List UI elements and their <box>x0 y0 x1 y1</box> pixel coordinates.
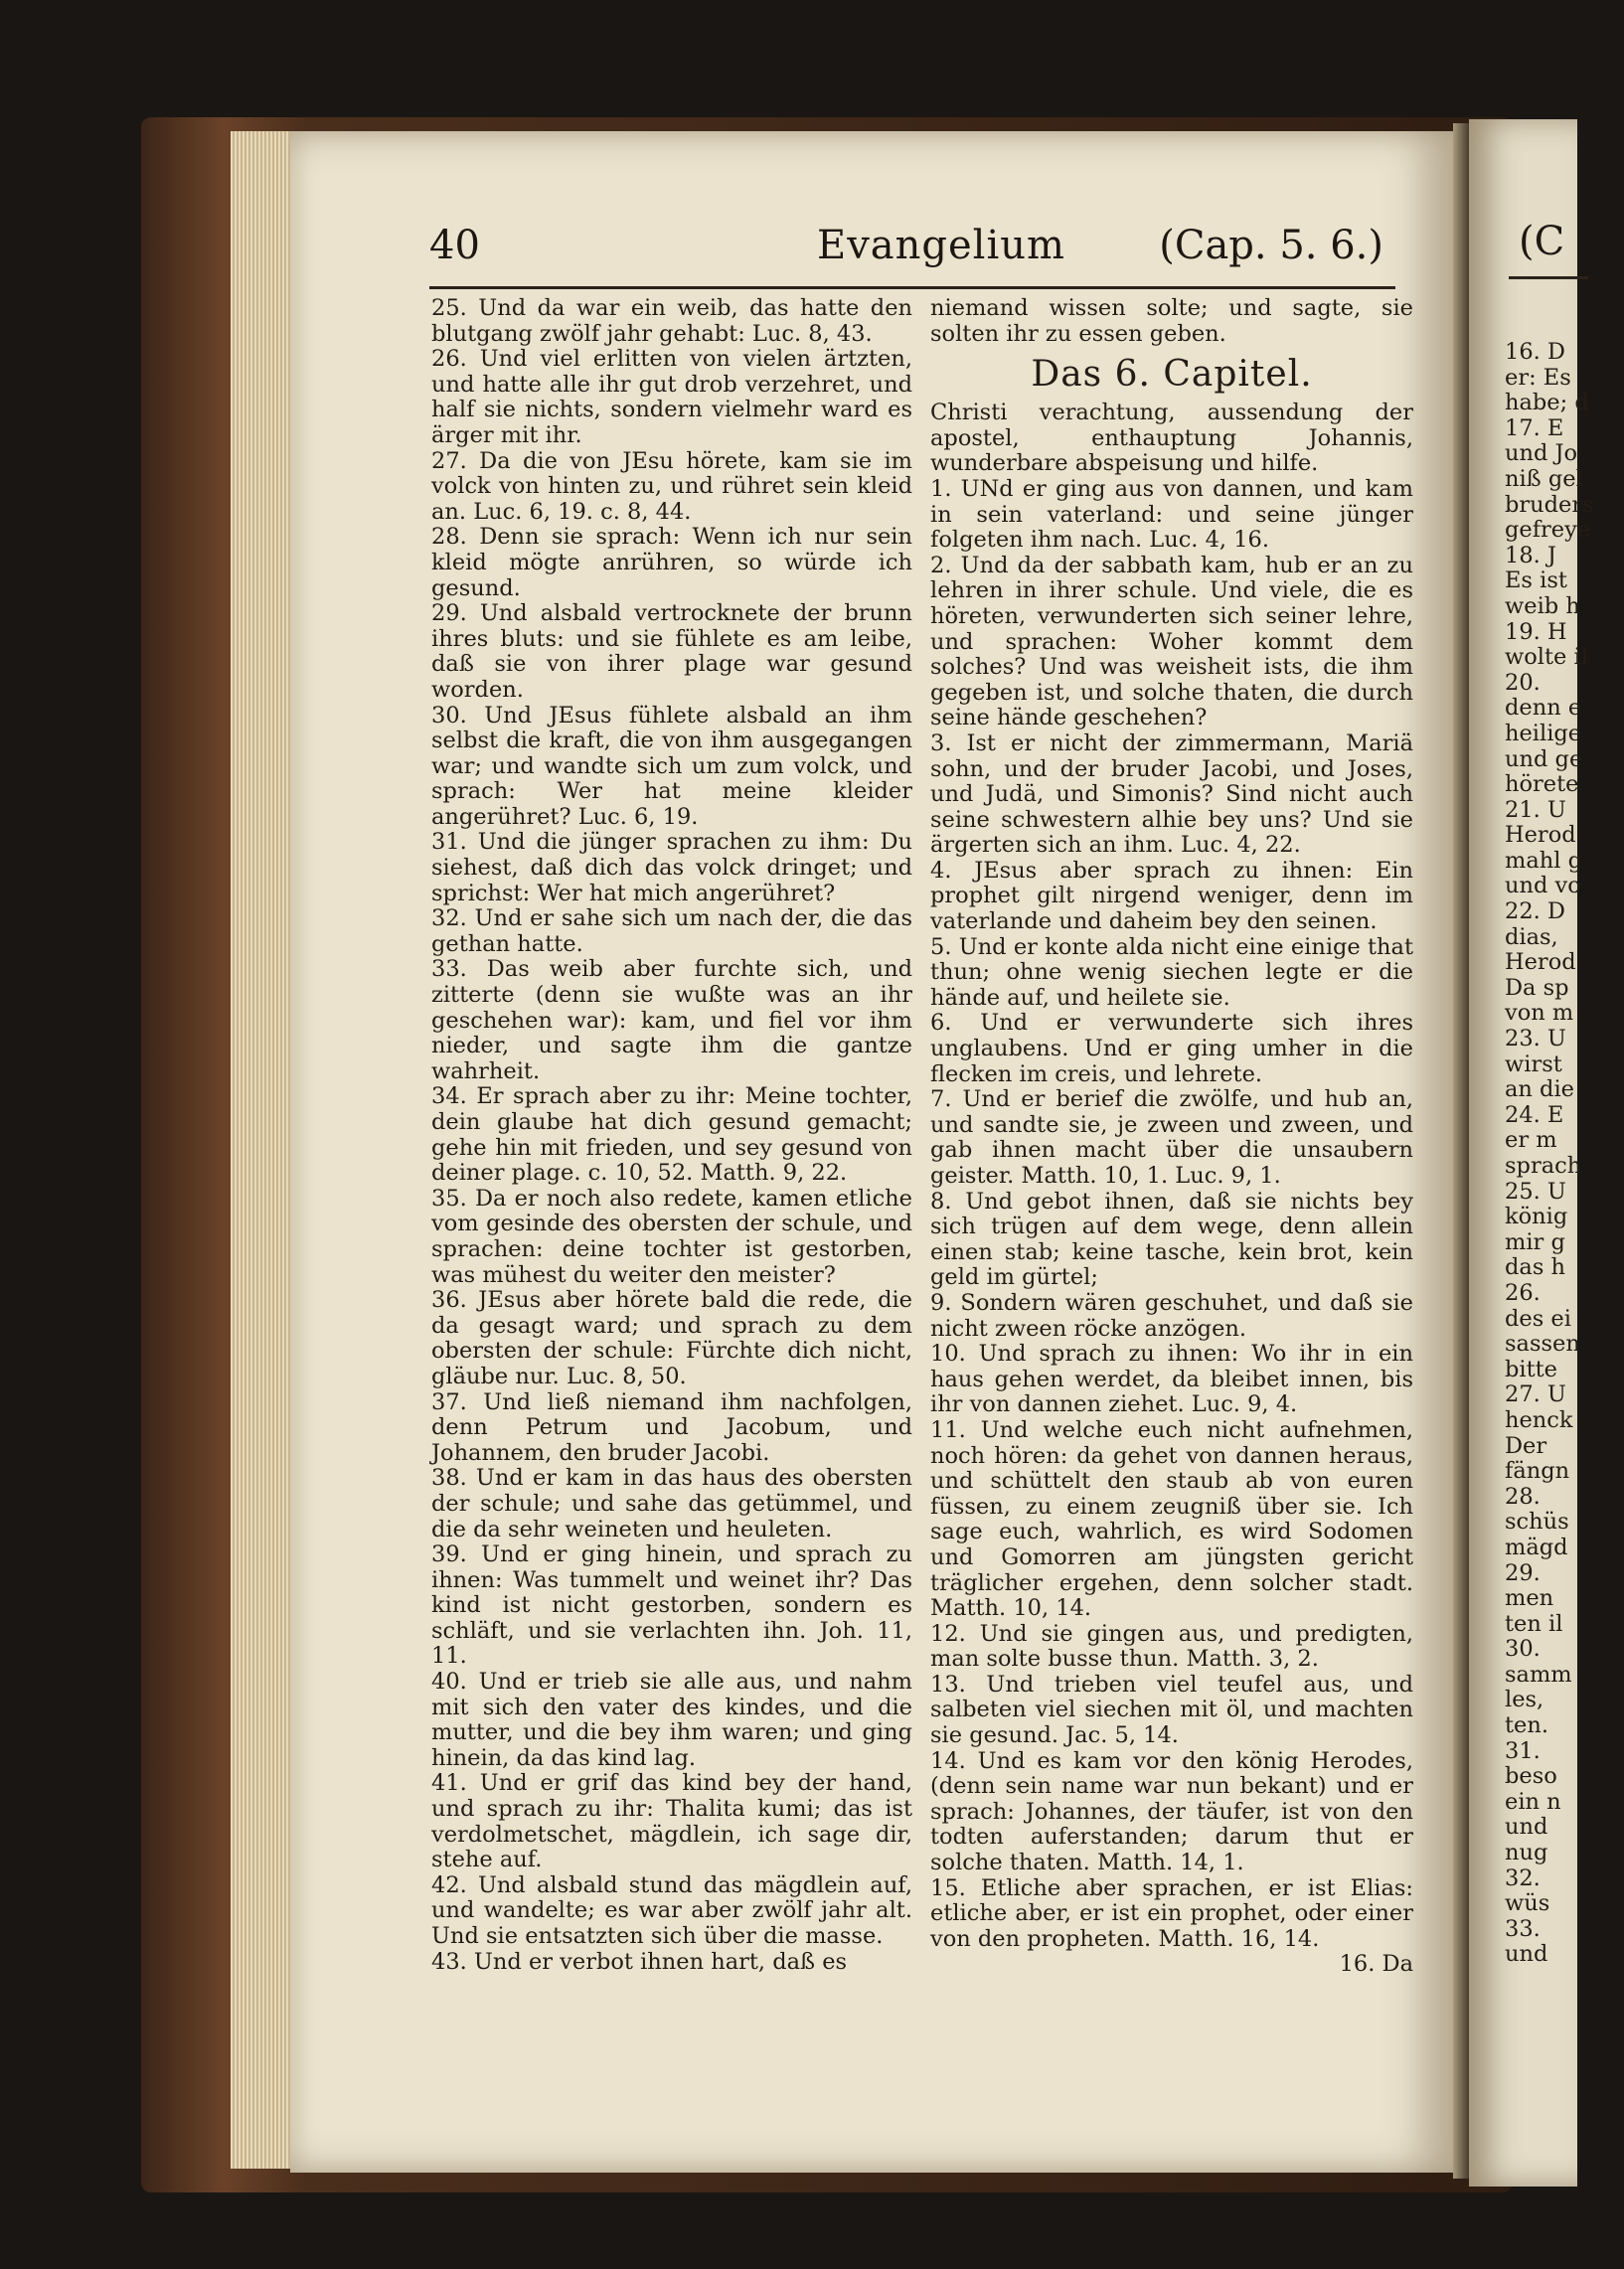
next-page-line: heilige <box>1505 720 1582 746</box>
next-page-line: niß gel <box>1505 465 1583 492</box>
verse: 7. Und er berief die zwölfe, und hub an, und sandte sie, je zween und zween, und gab ihnen macht über die unsaubern geister. Matth. 10, 1. Luc. 9, 1. <box>930 1086 1413 1189</box>
chapter-summary: Christi verachtung, aussendung der apostel, enthauptung Johannis, wunderbare abspeisung und hilfe. <box>930 400 1413 477</box>
next-page-line: 31. <box>1505 1737 1541 1764</box>
page-edges <box>231 131 290 2169</box>
next-page-lines <box>1505 340 1624 1968</box>
next-page-line: Da sp <box>1505 974 1569 1001</box>
verse: 5. Und er konte alda nicht eine einige that thun; ohne wenig siechen legte er die hände auf, und heilete sie. <box>930 933 1413 1011</box>
verse: 32. Und er sahe sich um nach der, die das gethan hatte. <box>431 905 912 957</box>
next-page-line: mir g <box>1505 1228 1565 1255</box>
next-page-line: 18. J <box>1505 542 1556 568</box>
right-verses <box>930 477 1413 1952</box>
next-page-line: Es ist <box>1505 567 1567 594</box>
next-page-header: (C <box>1519 219 1565 264</box>
verse: 2. Und da der sabbath kam, hub er an zu lehren in ihrer schule. Und viele, die es höreten, verwunderten sich seiner lehre, und sprachen: Woher kommt dem solches? Und was weisheit ists, die ihm gegeben ist, und solche thaten, die durch seine hände geschehen? <box>930 552 1413 731</box>
next-page-line: ein n <box>1505 1788 1561 1815</box>
next-page-line: beso <box>1505 1763 1557 1790</box>
next-page-line: und <box>1505 1941 1548 1968</box>
next-page-line: und <box>1505 1814 1548 1841</box>
next-page-line: und ge <box>1505 745 1583 772</box>
next-page-fragment <box>1469 119 1594 2187</box>
next-page-line: samm <box>1505 1661 1572 1688</box>
page-title: Evangelium <box>817 223 1065 268</box>
next-page-line: 26. <box>1505 1279 1541 1306</box>
next-page-line: 17. E <box>1505 414 1564 441</box>
next-page-line: 28. <box>1505 1483 1541 1510</box>
verse: 6. Und er verwunderte sich ihres unglaubens. Und er ging umher in die flecken im creis, und lehrete. <box>930 1010 1413 1087</box>
next-page-line: henck <box>1505 1406 1573 1433</box>
next-page-line: 29. <box>1505 1559 1541 1586</box>
page-number: 40 <box>429 223 480 268</box>
next-page-line: 19. H <box>1505 618 1567 645</box>
verse: 41. Und er grif das kind bey der hand, und sprach zu ihr: Thalita kumi; das ist verdolmetschet, mägdlein, ich sage dir, stehe auf. <box>431 1770 912 1873</box>
header-rule <box>429 286 1395 289</box>
verse: 4. JEsus aber sprach zu ihnen: Ein prophet gilt nirgend weniger, denn im vaterlande und daheim bey den seinen. <box>930 857 1413 935</box>
next-page-line: er m <box>1505 1127 1557 1154</box>
next-page-line: bitte <box>1505 1356 1557 1382</box>
next-page-line: könig <box>1505 1204 1568 1230</box>
next-page-line: schüs <box>1505 1509 1569 1536</box>
next-page-line: wolte il <box>1505 644 1588 671</box>
next-page-line: sprach <box>1505 1153 1582 1179</box>
next-page-line: Herod <box>1505 949 1576 976</box>
next-page-line: 27. U <box>1505 1381 1566 1408</box>
chapter-heading: Das 6. Capitel. <box>1031 354 1313 396</box>
verse: 38. Und er kam in das haus des obersten der schule; und sahe das getümmel, und die da sehr weineten und heuleten. <box>431 1465 912 1542</box>
next-page-line: 25. U <box>1505 1178 1566 1205</box>
next-page-line: bruders <box>1505 491 1594 518</box>
verse: 8. Und gebot ihnen, daß sie nichts bey sich trügen auf dem wege, denn allein einen stab; keine tasche, kein brot, kein geld im gürtel; <box>930 1188 1413 1291</box>
verse: 35. Da er noch also redete, kamen etliche vom gesinde des obersten der schule, und sprachen: deine tochter ist gestorben, was mühest du weiter den meister? <box>431 1185 912 1288</box>
next-page-line: mahl g <box>1505 847 1582 874</box>
right-column <box>930 296 1413 1978</box>
verse: 15. Etliche aber sprachen, er ist Elias: etliche aber, er ist ein prophet, oder einer von den propheten. Matth. 16, 14. <box>930 1874 1413 1952</box>
next-page-line: ten il <box>1505 1610 1563 1637</box>
verse: 42. Und alsbald stund das mägdlein auf, und wandelte; es war aber zwölf jahr alt. Und sie entsatzten sich über die masse. <box>431 1871 912 1949</box>
next-page-line: weib h <box>1505 592 1580 619</box>
verse: 25. Und da war ein weib, das hatte den blutgang zwölf jahr gehabt: Luc. 8, 43. <box>431 295 912 347</box>
next-page-line: Der <box>1505 1432 1547 1459</box>
next-page-line: fängn <box>1505 1458 1570 1485</box>
next-page-rule <box>1509 276 1588 279</box>
next-page-line: und vo <box>1505 873 1581 899</box>
next-page-line: und Jo <box>1505 440 1578 467</box>
next-page-line: Herod <box>1505 822 1576 849</box>
next-page-line: 33. <box>1505 1915 1541 1942</box>
next-page-line: 16. D <box>1505 339 1565 365</box>
next-page-line: 30. <box>1505 1636 1541 1663</box>
verse: 28. Denn sie sprach: Wenn ich nur sein kleid mögte anrühren, so würde ich gesund. <box>431 524 912 601</box>
verse-continuation: niemand wissen solte; und sagte, sie solten ihr zu essen geben. <box>930 295 1413 347</box>
next-page-line: von m <box>1505 1000 1574 1027</box>
next-page-line: des ei <box>1505 1305 1571 1332</box>
next-page-line: 24. E <box>1505 1101 1564 1128</box>
verse: 10. Und sprach zu ihnen: Wo ihr in ein haus gehen werdet, da bleibet innen, bis ihr von dannen ziehet. Luc. 9, 4. <box>930 1341 1413 1418</box>
next-page-line: mägd <box>1505 1534 1568 1560</box>
next-page-line: habe; d <box>1505 390 1589 416</box>
left-column <box>431 296 912 1975</box>
next-page-line: hörete <box>1505 771 1579 798</box>
next-page-line: 20. <box>1505 669 1541 696</box>
verse: 39. Und er ging hinein, und sprach zu ihnen: Was tummelt und weinet ihr? Das kind ist nicht gestorben, sondern es schläft, und sie verlachten ihn. Joh. 11, 11. <box>431 1541 912 1670</box>
next-page-line: 22. D <box>1505 898 1565 925</box>
verse: 36. JEsus aber hörete bald die rede, die da gesagt ward; und sprach zu dem obersten der schule: Fürchte dich nicht, gläube nur. Luc. 8, 50. <box>431 1287 912 1389</box>
next-page-line: gefreye <box>1505 517 1591 544</box>
next-page-line: wirst <box>1505 1051 1562 1077</box>
verse: 29. Und alsbald vertrocknete der brunn ihres bluts: und sie fühlete es am leibe, daß sie von ihrer plage war gesund worden. <box>431 600 912 703</box>
next-page-line: denn e <box>1505 695 1582 722</box>
verse: 11. Und welche euch nicht aufnehmen, noch hören: da gehet von dannen heraus, und schüttelt den staub ab von euren füssen, zu einem zeugniß über sie. Ich sage euch, wahrlich, es wird Sodomen und Gomorren am jüngsten gericht träglicher ergehen, denn solcher stadt. Matth. 10, 14. <box>930 1416 1413 1622</box>
next-page-line: 23. U <box>1505 1026 1566 1053</box>
verse: 1. UNd er ging aus von dannen, und kam in sein vaterland: und seine jünger folgeten ihm nach. Luc. 4, 16. <box>930 475 1413 554</box>
next-page-line: 32. <box>1505 1864 1541 1891</box>
verse: 34. Er sprach aber zu ihr: Meine tochter, dein glaube hat dich gesund gemacht; gehe hin mit frieden, und sey gesund von deiner plage. c. 10, 52. Matth. 9, 22. <box>431 1083 912 1187</box>
verse: 40. Und er trieb sie alle aus, und nahm mit sich den vater des kindes, und die mutter, und die bey ihm waren; und ging hinein, da das kind lag. <box>431 1669 912 1771</box>
catchword: 16. Da <box>1339 1951 1413 1978</box>
next-page-line: 21. U <box>1505 796 1566 823</box>
chapter-reference: (Cap. 5. 6.) <box>1159 223 1383 268</box>
next-page-line: sassen <box>1505 1331 1580 1358</box>
verse: 31. Und die jünger sprachen zu ihm: Du siehest, daß dich das volck dringet; und sprichst: Wer hat mich angerühret? <box>431 829 912 906</box>
verse: 30. Und JEsus fühlete alsbald an ihm selbst die kraft, die von ihm ausgegangen war; und wandte sich um zum volck, und sprach: Wer hat meine kleider angerühret? Luc. 6, 19. <box>431 702 912 830</box>
verse: 12. Und sie gingen aus, und predigten, man solte busse thun. Matth. 3, 2. <box>930 1620 1413 1673</box>
next-page-line: men <box>1505 1585 1554 1612</box>
next-page-line: wüs <box>1505 1890 1550 1917</box>
next-page-line: er: Es <box>1505 364 1571 391</box>
next-page-line: les, <box>1505 1687 1544 1713</box>
verse: 3. Ist er nicht der zimmermann, Mariä sohn, und der bruder Jacobi, und Joses, und Judä, und Simonis? Sind nicht auch seine schwestern alhie bey uns? Und sie ärgerten sich an ihm. Luc. 4, 22. <box>930 729 1413 859</box>
next-page-line: dias, <box>1505 923 1558 950</box>
verse: 37. Und ließ niemand ihm nachfolgen, denn Petrum und Jacobum, und Johannem, den bruder Jacobi. <box>431 1388 912 1466</box>
next-page-line: nug <box>1505 1840 1548 1866</box>
running-head <box>429 223 1383 282</box>
verse: 43. Und er verbot ihnen hart, daß es <box>431 1948 848 1975</box>
verse: 33. Das weib aber furchte sich, und zitterte (denn sie wußte was an ihr geschehen war): kam, und fiel vor ihm nieder, und sagte ihm die gantze wahrheit. <box>431 956 912 1084</box>
next-page-line: ten. <box>1505 1712 1549 1739</box>
verse: 27. Da die von JEsu hörete, kam sie im volck von hinten zu, und rühret sein kleid an. Luc. 6, 19. c. 8, 44. <box>431 447 912 525</box>
verse: 13. Und trieben viel teufel aus, und salbeten viel siechen mit öl, und machten sie gesund. Jac. 5, 14. <box>930 1671 1413 1749</box>
verse: 26. Und viel erlitten von vielen ärtzten, und hatte alle ihr gut drob verzehret, und half sie nichts, sondern vielmehr ward es ärger mit ihr. <box>431 346 912 448</box>
next-page-line: an die <box>1505 1076 1574 1103</box>
next-page-line: das h <box>1505 1254 1566 1281</box>
verse: 14. Und es kam vor den könig Herodes, (denn sein name war nun bekant) und er sprach: Johannes, der täufer, ist von den todten auferstanden; darum thut er solche thaten. Matth. 14, 1. <box>930 1747 1413 1876</box>
verse: 9. Sondern wären geschuhet, und daß sie nicht zween röcke anzögen. <box>930 1289 1413 1342</box>
